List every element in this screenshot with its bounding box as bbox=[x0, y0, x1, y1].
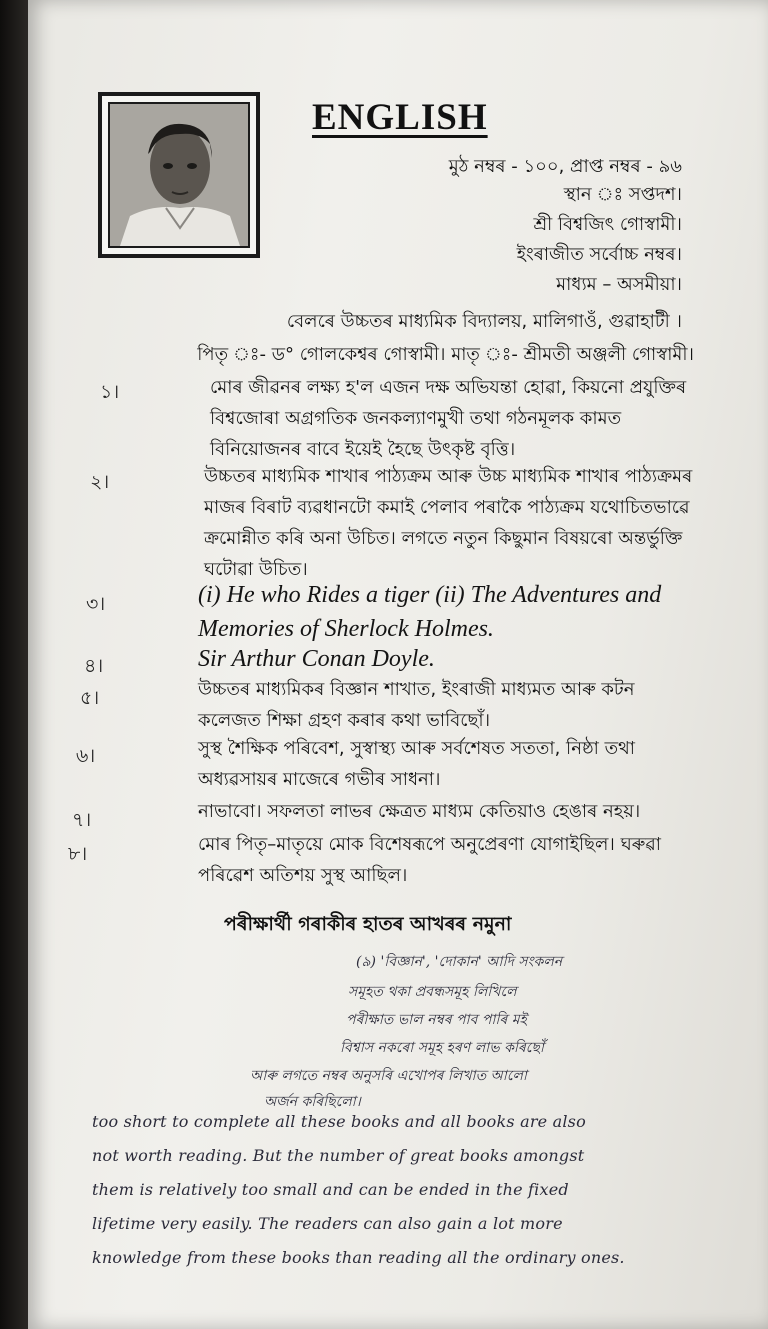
handwriting-sample-heading: পৰীক্ষাৰ্থী গৰাকীৰ হাতৰ আখৰৰ নমুনা bbox=[224, 913, 512, 935]
answer-number: ২। bbox=[90, 471, 110, 493]
rank-line: স্থান ঃ সপ্তদশ। bbox=[563, 184, 682, 205]
handwriting-line: knowledge from these books than reading all the ordinary ones. bbox=[92, 1248, 625, 1267]
page-shadow bbox=[0, 0, 28, 1329]
answer-number: ১। bbox=[100, 381, 120, 403]
answer-text: নাভাবো। সফলতা লাভৰ ক্ষেত্ৰত মাধ্যম কেতিয়াও হেঙাৰ নহয়। bbox=[198, 801, 641, 822]
answer-text: সুস্থ শৈক্ষিক পৰিবেশ, সুস্বাস্থ্য আৰু সৰ্বশেষত সততা, নিষ্ঠা তথা অধ্যৱসায়ৰ মাজেৰে গভীৰ সাধনা। bbox=[198, 738, 635, 790]
answer-number: ৭। bbox=[72, 809, 92, 831]
answer-text: উচ্চতৰ মাধ্যমিকৰ বিজ্ঞান শাখাত, ইংৰাজী মাধ্যমত আৰু কটন কলেজত শিক্ষা গ্ৰহণ কৰাৰ কথা ভাবিছোঁ। bbox=[198, 679, 635, 731]
answer-number: ৫। bbox=[80, 687, 100, 709]
portrait-image bbox=[110, 104, 248, 246]
answer-number: ৮। bbox=[68, 843, 88, 865]
handwriting-line: পৰীক্ষাত ভাল নম্বৰ পাব পাৰি মই bbox=[346, 1012, 527, 1028]
handwriting-line: আৰু লগতে নম্বৰ অনুসৰি এখোপৰ লিখাত আলো bbox=[250, 1068, 527, 1084]
handwriting-line: too short to complete all these books and all books are also bbox=[92, 1112, 586, 1131]
answer-text: মোৰ পিতৃ–মাতৃয়ে মোক বিশেষৰূপে অনুপ্ৰেৰণা যোগাইছিল। ঘৰুৱা পৰিৱেশ অতিশয় সুস্থ আছিল। bbox=[198, 834, 662, 886]
answer-text: মোৰ জীৱনৰ লক্ষ্য হ'ল এজন দক্ষ অভিযন্তা হোৱা, কিয়নো প্ৰযুক্তিৰ বিশ্বজোৰা অগ্ৰগতিক জনকল্যাণমুখী তথা গঠনমূলক কামত বিনিয়োজনৰ বাবে ইয়েই হৈছে উৎকৃষ্ট বৃত্তি। bbox=[210, 377, 687, 460]
handwriting-line: অৰ্জন কৰিছিলো। bbox=[264, 1094, 361, 1110]
student-photo bbox=[98, 92, 260, 258]
answer-text: (i) He who Rides a tiger (ii) The Adventures and Memories of Sherlock Holmes. bbox=[198, 582, 662, 642]
answer-number: ৪। bbox=[84, 655, 104, 677]
handwriting-line: lifetime very easily. The readers can also gain a lot more bbox=[92, 1214, 563, 1233]
achievement-line: ইংৰাজীত সৰ্বোচ্চ নম্বৰ। bbox=[516, 244, 682, 265]
answer-number: ৩। bbox=[86, 593, 106, 615]
handwriting-line: them is relatively too small and can be ended in the fixed bbox=[92, 1180, 569, 1199]
answer-number: ৬। bbox=[76, 745, 96, 767]
medium-line: মাধ্যম – অসমীয়া। bbox=[556, 274, 682, 295]
handwriting-line: সমূহত থকা প্ৰবন্ধসমূহ লিখিলে bbox=[348, 984, 517, 1000]
marks-line: মুঠ নম্বৰ - ১০০, প্ৰাপ্ত নম্বৰ - ৯৬ bbox=[448, 156, 682, 177]
handwriting-line: not worth reading. But the number of great books amongst bbox=[92, 1146, 585, 1165]
parents-line: পিতৃ ঃ- ড° গোলকেশ্বৰ গোস্বামী। মাতৃ ঃ- শ্ৰীমতী অঞ্জলী গোস্বামী। bbox=[197, 344, 694, 365]
answer-text: Sir Arthur Conan Doyle. bbox=[198, 646, 435, 672]
handwriting-line: বিশ্বাস নকৰো সমূহ হৰণ লাভ কৰিছোঁ bbox=[340, 1040, 544, 1056]
answer-text: উচ্চতৰ মাধ্যমিক শাখাৰ পাঠ্যক্ৰম আৰু উচ্চ মাধ্যমিক শাখাৰ পাঠ্যক্ৰমৰ মাজৰ বিৰাট ব্যৱধানটো কমাই পেলাব পৰাকৈ পাঠ্যক্ৰম যথোচিতভাৱে ক্ৰমোন্নীত কৰি অনা উচিত। লগতে নতুন কিছুমান বিষয়ৰো অন্তৰ্ভুক্তি ঘটোৱা উচিত। bbox=[204, 466, 693, 580]
school-line: বেলৰে উচ্চতৰ মাধ্যমিক বিদ্যালয়, মালিগাওঁ, গুৱাহাটী । bbox=[286, 311, 682, 332]
student-name: শ্ৰী বিশ্বজিৎ গোস্বামী। bbox=[533, 214, 682, 235]
page-title: ENGLISH bbox=[312, 97, 488, 138]
handwriting-line: (৯) 'বিজ্ঞান', 'দোকান' আদি সংকলন bbox=[356, 954, 563, 970]
